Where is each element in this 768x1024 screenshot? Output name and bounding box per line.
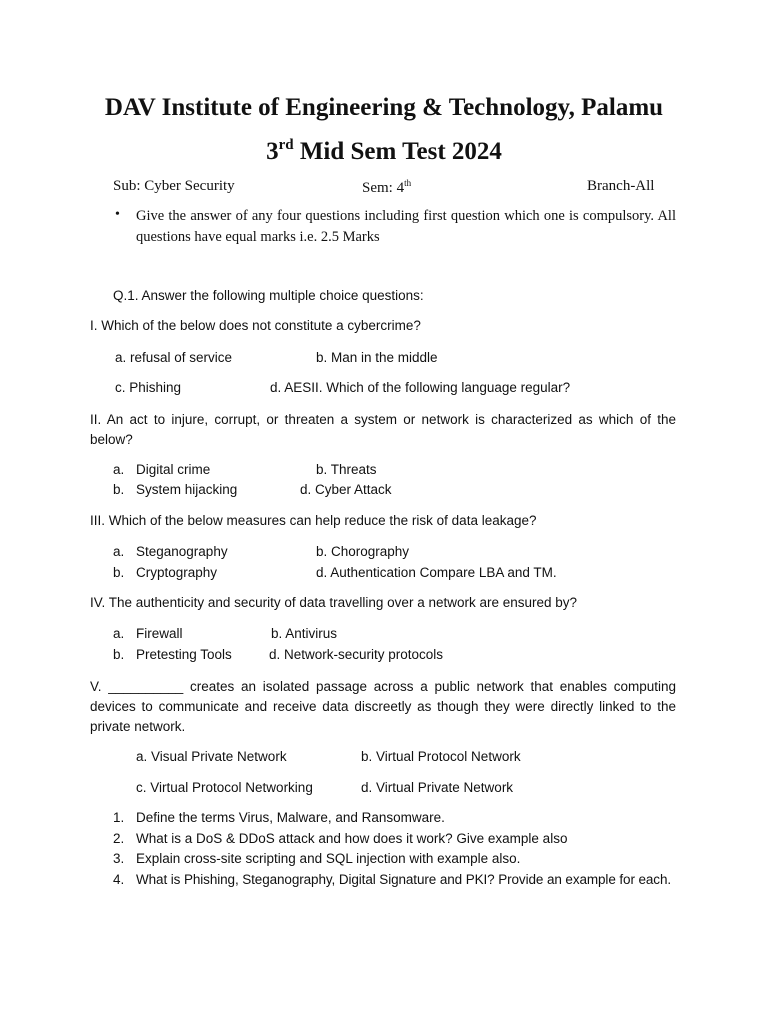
institute-title: DAV Institute of Engineering & Technology, Palamu [104,94,664,121]
question-i-option-a: a. refusal of service [115,350,233,365]
question-i-option-d: d. AESII. Which of the following language regular? [270,380,571,395]
question-iv-option-b: b. Antivirus [271,626,338,641]
question-i-option-b: b. Man in the middle [316,350,438,365]
question-iii-option-c: Cryptography [136,565,218,580]
question-ii-option-a: Digital crime [136,462,211,477]
question-iv-option-a: Firewall [136,626,183,641]
question-v-option-b: b. Virtual Protocol Network [361,749,521,764]
question-ii-option-d: d. Cyber Attack [300,482,392,497]
test-title-prefix: 3 [266,138,279,165]
long-question-4: What is Phishing, Steganography, Digital Signature and PKI? Provide an example for each. [136,872,672,887]
question-iv: IV. The authenticity and security of data travelling over a network are ensured by? [90,595,578,610]
branch-label: Branch-All [587,178,655,194]
long-question-3: Explain cross-site scripting and SQL injection with example also. [136,851,521,866]
instruction-text: Give the answer of any four questions including first question which one is compulsory. All questions have equal marks i.e. 2.5 Marks [136,208,676,245]
question-ii-option-c: System hijacking [136,482,238,497]
question-iii-option-b: b. Chorography [316,544,410,559]
question-v-option-d: d. Virtual Private Network [361,780,514,795]
question-ii: II. An act to injure, corrupt, or threaten a system or network is characterized as which of the below? [90,412,676,447]
question-i: I. Which of the below does not constitute a cybercrime? [90,318,421,333]
question-iv-marker-a: a. [113,626,125,641]
test-title-suffix: Mid Sem Test 2024 [293,138,502,165]
test-title-sup: rd [278,137,294,153]
question-iii: III. Which of the below measures can help reduce the risk of data leakage? [90,513,537,528]
semester-sup: th [404,178,412,188]
question-i-option-c: c. Phishing [115,380,182,395]
long-question-number-1: 1. [113,810,125,825]
question-iii-marker-b: b. [113,565,125,580]
long-question-number-3: 3. [113,851,125,866]
question-v-option-a: a. Visual Private Network [136,749,287,764]
long-question-1: Define the terms Virus, Malware, and Ransomware. [136,810,445,825]
question-iii-marker-a: a. [113,544,125,559]
q1-heading: Q.1. Answer the following multiple choice questions: [113,288,424,303]
question-v-option-c: c. Virtual Protocol Networking [136,780,313,795]
question-iv-marker-b: b. [113,647,125,662]
question-ii-marker-b: b. [113,482,125,497]
question-ii-option-b: b. Threats [316,462,377,477]
question-iii-option-a: Steganography [136,544,228,559]
long-question-2: What is a DoS & DDoS attack and how does it work? Give example also [136,831,568,846]
subject-label: Sub: Cyber Security [113,178,235,194]
test-title [0,137,768,166]
question-ii-marker-a: a. [113,462,125,477]
question-iv-option-c: Pretesting Tools [136,647,232,662]
long-question-number-2: 2. [113,831,125,846]
question-v: V. __________ creates an isolated passage across a public network that enables computing devices to communicate and receive data discreetly as though they were directly linked to the private network. [90,679,676,734]
semester-prefix: Sem: 4 [362,180,405,196]
long-question-number-4: 4. [113,872,125,887]
instruction-bullet: • [115,207,120,222]
semester-label [362,178,411,197]
question-iii-option-d: d. Authentication Compare LBA and TM. [316,565,557,580]
question-iv-option-d: d. Network-security protocols [269,647,444,662]
